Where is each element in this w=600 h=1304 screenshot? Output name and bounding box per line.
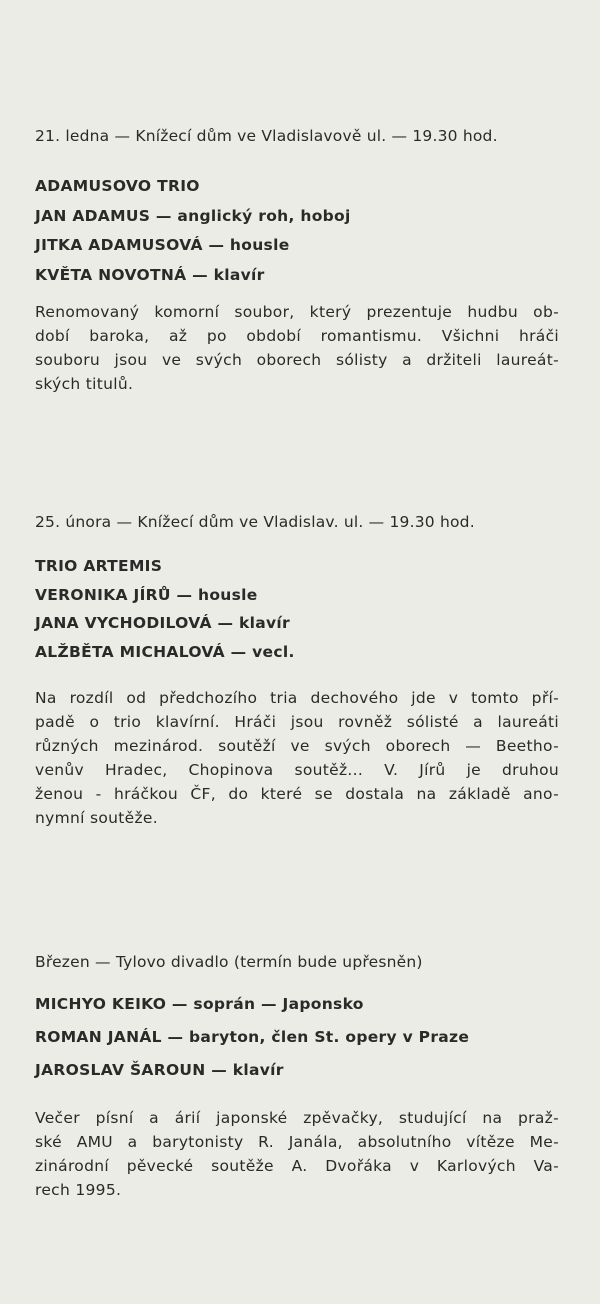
- description-line: venův Hradec, Chopinova soutěž... V. Jírů je druhou: [35, 761, 559, 779]
- event-section-february: [35, 510, 559, 827]
- description-line: Na rozdíl od předchozího tria dechového jde v tomto pří-: [35, 689, 559, 707]
- description-line: padě o trio klavírní. Hráči jsou rovněž sólisté a laureáti: [35, 713, 559, 731]
- performer-line: JAN ADAMUS — anglický roh, hoboj: [35, 206, 351, 225]
- event-dateline: 25. února — Knížecí dům ve Vladislav. ul. — 19.30 hod.: [35, 513, 475, 531]
- description-line: zinárodní pěvecké soutěže A. Dvořáka v Karlových Va-: [35, 1157, 559, 1175]
- performer-line: KVĚTA NOVOTNÁ — klavír: [35, 266, 265, 285]
- ensemble-name: TRIO ARTEMIS: [35, 557, 163, 575]
- performer-line: ALŽBĚTA MICHALOVÁ — vecl.: [35, 643, 295, 662]
- description-line: ských titulů.: [35, 375, 134, 393]
- description-line: Večer písní a árií japonské zpěvačky, studující na praž-: [35, 1109, 559, 1127]
- description-line: rech 1995.: [35, 1181, 122, 1199]
- event-description: [35, 300, 559, 396]
- description-line: ženou - hráčkou ČF, do které se dostala na základě ano-: [35, 785, 559, 803]
- performer-line: JANA VYCHODILOVÁ — klavír: [35, 614, 290, 633]
- description-line: souboru jsou ve svých oborech sólisty a držiteli laureát-: [35, 351, 559, 369]
- event-dateline: 21. ledna — Knížecí dům ve Vladislavově ul. — 19.30 hod.: [35, 127, 498, 145]
- performer-line: VERONIKA JÍRŮ — housle: [35, 585, 258, 604]
- description-line: dobí baroka, až po období romantismu. Všichni hráči: [35, 327, 559, 345]
- performer-list: [35, 174, 559, 287]
- performer-line: JAROSLAV ŠAROUN — klavír: [35, 1061, 284, 1080]
- description-line: ské AMU a barytonisty R. Janála, absolutního vítěze Me-: [35, 1133, 559, 1151]
- ensemble-name: ADAMUSOVO TRIO: [35, 177, 200, 195]
- performer-line: ROMAN JANÁL — baryton, člen St. opery v Praze: [35, 1028, 470, 1047]
- description-line: nymní soutěže.: [35, 809, 158, 827]
- performer-line: MICHYO KEIKO — soprán — Japonsko: [35, 995, 364, 1013]
- event-dateline: Březen — Tylovo divadlo (termín bude upřesněn): [35, 953, 423, 971]
- event-description: [35, 1106, 559, 1202]
- description-line: různých mezinárod. soutěží ve svých oborech — Beetho-: [35, 737, 559, 755]
- event-section-january: [35, 124, 559, 393]
- event-section-march: [35, 950, 559, 1199]
- performer-line: JITKA ADAMUSOVÁ — housle: [35, 236, 290, 255]
- description-line: Renomovaný komorní soubor, který prezentuje hudbu ob-: [35, 303, 559, 321]
- performer-list: [35, 992, 559, 1082]
- performer-list: [35, 554, 559, 664]
- event-description: [35, 686, 559, 830]
